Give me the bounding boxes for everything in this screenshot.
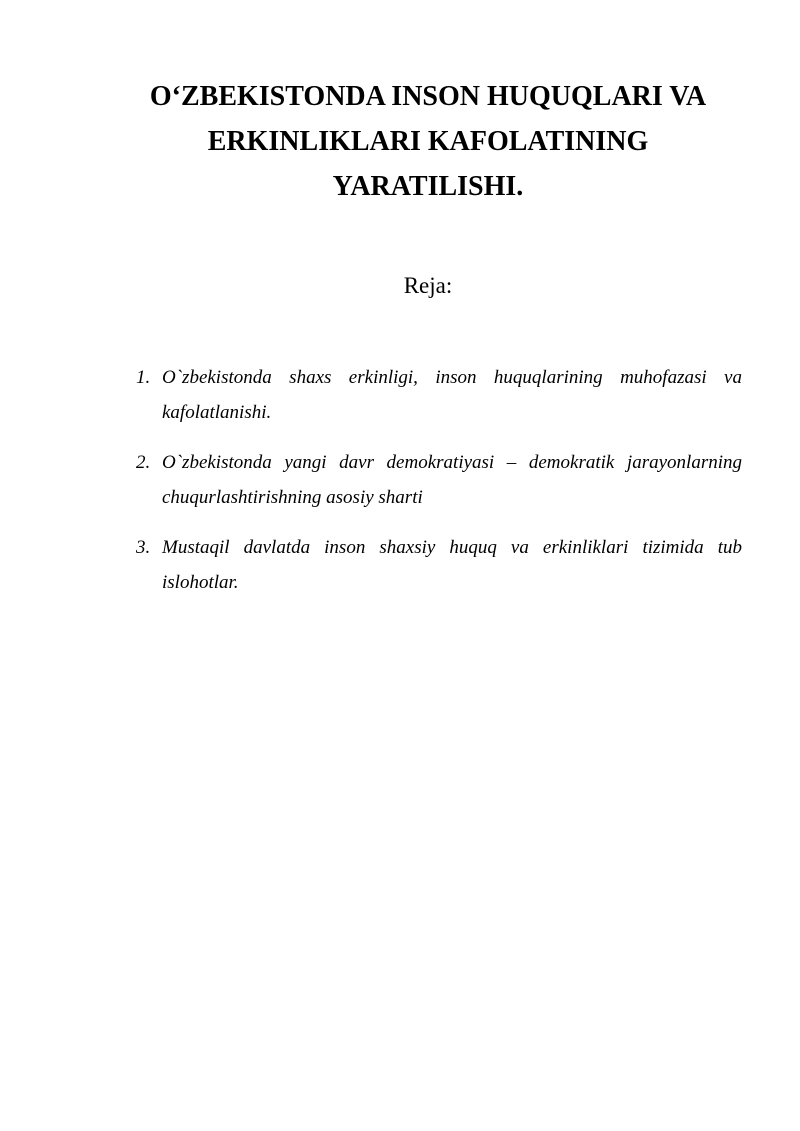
plan-heading: Reja: bbox=[403, 273, 453, 298]
plan-item-2 bbox=[136, 445, 742, 515]
plan-item-text: Mustaqil davlatda inson shaxsiy huquq va erkinliklari tizimida tub islohotlar. bbox=[162, 537, 742, 593]
plan-item-text: O`zbekistonda yangi davr demokratiyasi – demokratik jarayonlarning chuqurlashtirishning asosiy sharti bbox=[162, 452, 742, 508]
plan-item-1 bbox=[136, 360, 742, 430]
plan-item-number: 3. bbox=[136, 537, 151, 558]
plan-item-number: 2. bbox=[136, 452, 151, 473]
plan-list bbox=[136, 360, 742, 615]
plan-item-3 bbox=[136, 530, 742, 600]
title-line-3: YARATILISHI. bbox=[332, 171, 524, 202]
plan-item-number: 1. bbox=[136, 367, 151, 388]
plan-item-text: O`zbekistonda shaxs erkinligi, inson huquqlarining muhofazasi va kafolatlanishi. bbox=[162, 367, 742, 423]
document-title bbox=[118, 74, 738, 209]
title-line-1: O‘ZBEKISTONDA INSON HUQUQLARI VA bbox=[149, 81, 707, 112]
title-line-2: ERKINLIKLARI KAFOLATINING bbox=[207, 126, 649, 157]
